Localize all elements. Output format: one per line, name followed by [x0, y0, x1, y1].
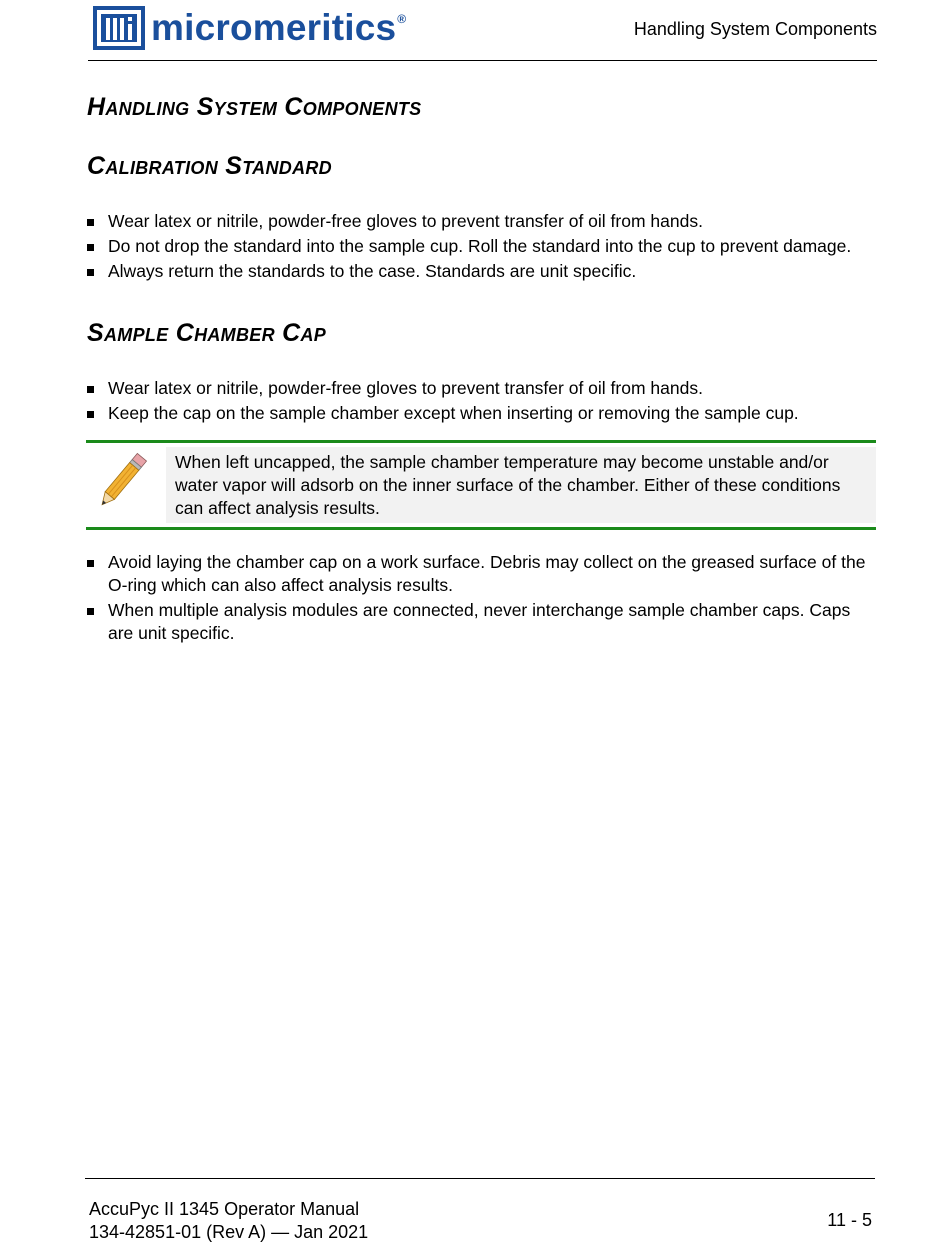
page-header: [88, 0, 877, 61]
footer-rule: [85, 1178, 875, 1179]
bullet-square-icon: [87, 411, 94, 418]
bullet-square-icon: [87, 560, 94, 567]
sample-chamber-cap-list-continued: [87, 551, 877, 647]
micromeritics-logo: [93, 6, 406, 50]
note-text: When left uncapped, the sample chamber temperature may become unstable and/or water vapor will adsorb on the inner surface of the chamber. Either of these conditions can affect analysis results.: [175, 452, 841, 518]
footer-manual-title: AccuPyc II 1345 Operator Manual: [89, 1199, 360, 1219]
page-title: Handling System Components: [87, 93, 422, 121]
sample-chamber-cap-list: [87, 377, 877, 427]
list-item: Avoid laying the chamber cap on a work surface. Debris may collect on the greased surface of the O-ring which can also affect analysis results.: [87, 551, 877, 597]
list-item: When multiple analysis modules are connected, never interchange sample chamber caps. Caps are unit specific.: [87, 599, 877, 645]
bullet-square-icon: [87, 386, 94, 393]
bullet-square-icon: [87, 219, 94, 226]
list-item: Wear latex or nitrile, powder-free gloves to prevent transfer of oil from hands.: [87, 210, 877, 233]
pencil-icon: [92, 446, 152, 516]
mi-logo-icon: [93, 6, 145, 50]
section-heading-calibration-standard: Calibration Standard: [87, 152, 332, 180]
list-item: Keep the cap on the sample chamber except when inserting or removing the sample cup.: [87, 402, 877, 425]
logo-wordmark: micromeritics: [151, 7, 397, 48]
note-box: [86, 440, 876, 530]
page-number: 11 - 5: [827, 1210, 872, 1230]
bullet-square-icon: [87, 269, 94, 276]
calibration-standard-list: [87, 210, 877, 285]
footer-document-info: [89, 1198, 368, 1244]
section-heading-sample-chamber-cap: Sample Chamber Cap: [87, 319, 327, 347]
list-item: Do not drop the standard into the sample cup. Roll the standard into the cup to prevent damage.: [87, 235, 877, 258]
list-item: Wear latex or nitrile, powder-free gloves to prevent transfer of oil from hands.: [87, 377, 877, 400]
bullet-square-icon: [87, 608, 94, 615]
running-head: Handling System Components: [633, 19, 877, 39]
bullet-square-icon: [87, 244, 94, 251]
registered-mark: ®: [397, 12, 407, 26]
footer-part-number: 134-42851-01 (Rev A) — Jan 2021: [89, 1222, 369, 1242]
list-item: Always return the standards to the case. Standards are unit specific.: [87, 260, 877, 283]
